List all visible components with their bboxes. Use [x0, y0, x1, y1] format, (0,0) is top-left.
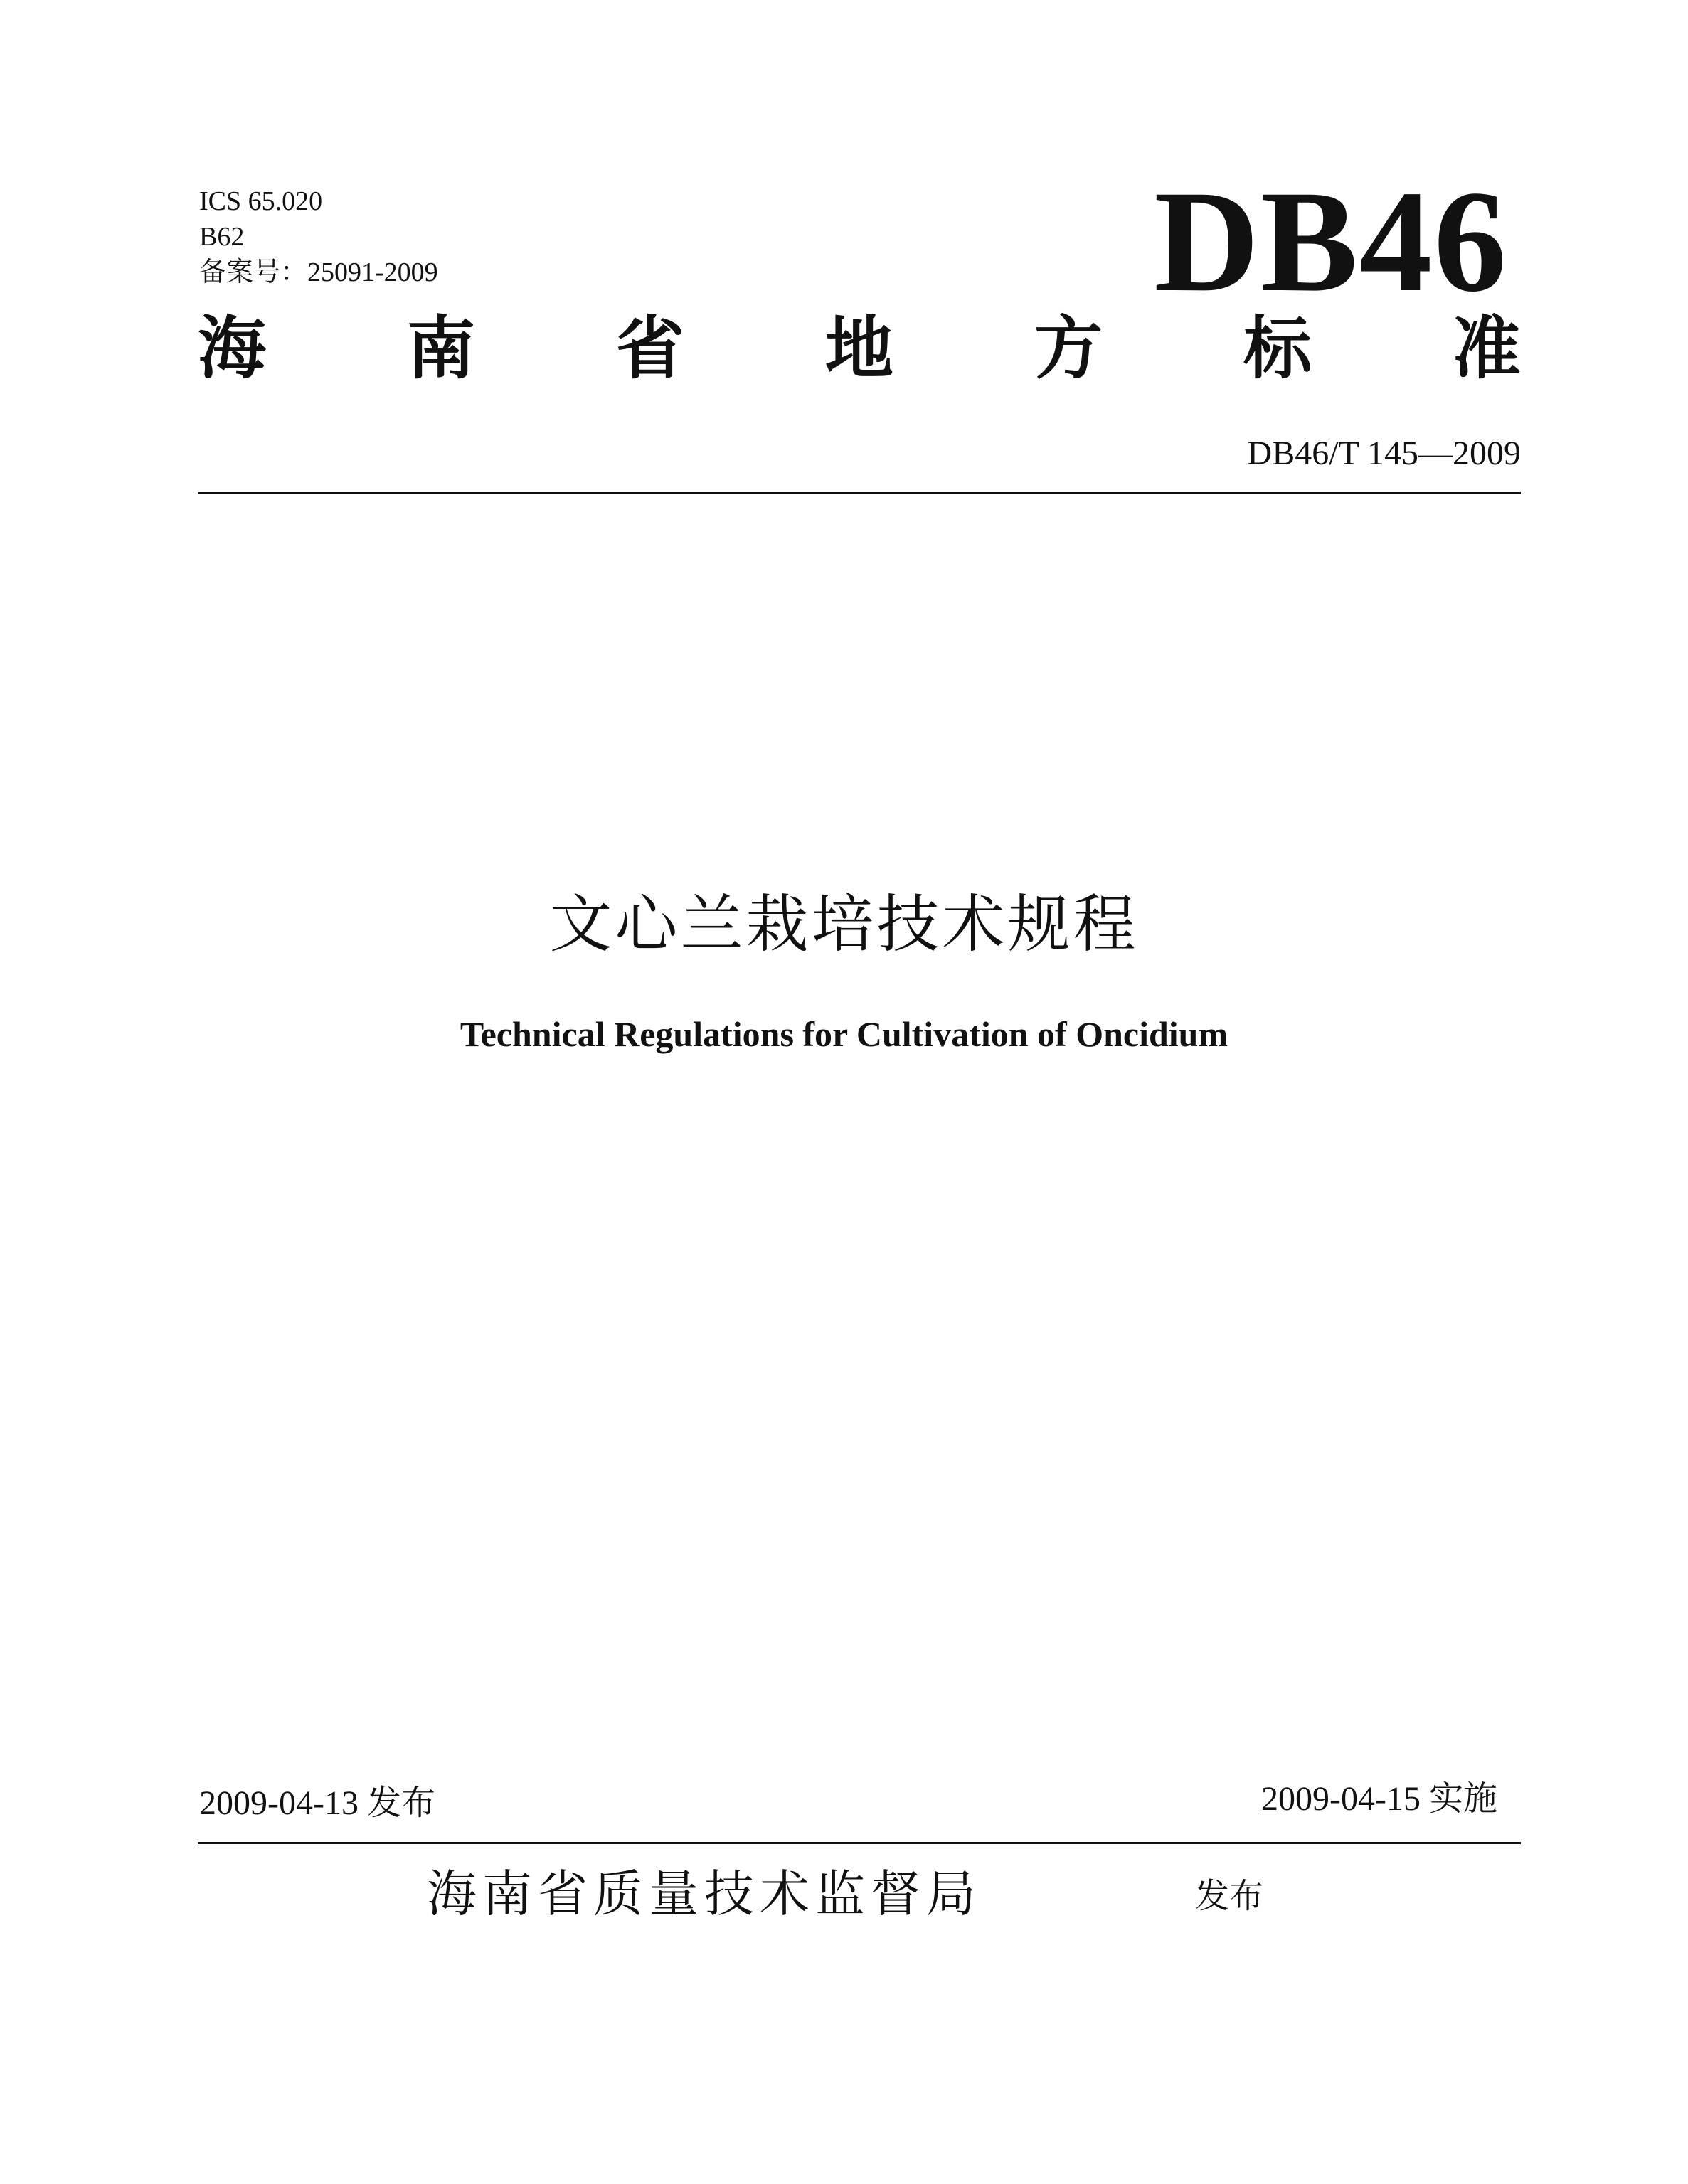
ics-code: ICS 65.020 [199, 186, 323, 216]
issuer-name: 海南省质量技术监督局 [427, 1865, 982, 1923]
standard-logo: DB46 [1154, 161, 1508, 322]
standard-type-char: 省 [616, 309, 684, 388]
standard-type-char: 方 [1034, 309, 1103, 388]
classification-block [199, 183, 438, 290]
standard-type-char: 地 [825, 309, 893, 388]
standard-type-char: 海 [198, 309, 266, 388]
standard-type-char: 南 [407, 309, 475, 388]
implementation-date: 2009-04-15 实施 [1261, 1780, 1497, 1818]
top-divider [198, 492, 1521, 494]
standard-type-heading [198, 306, 1521, 391]
ccs-code: B62 [199, 222, 245, 252]
standard-type-char: 准 [1453, 309, 1521, 388]
bottom-divider [198, 1842, 1521, 1844]
issuer-suffix: 发布 [1195, 1876, 1264, 1916]
title-chinese: 文心兰栽培技术规程 [549, 888, 1139, 961]
filing-number: 备案号：25091-2009 [199, 257, 438, 287]
title-english: Technical Regulations for Cultivation of Oncidium [460, 1014, 1228, 1054]
standard-type-char: 标 [1243, 309, 1312, 388]
standard-number: DB46/T 145—2009 [1247, 435, 1521, 472]
issue-date: 2009-04-13 发布 [199, 1784, 435, 1822]
